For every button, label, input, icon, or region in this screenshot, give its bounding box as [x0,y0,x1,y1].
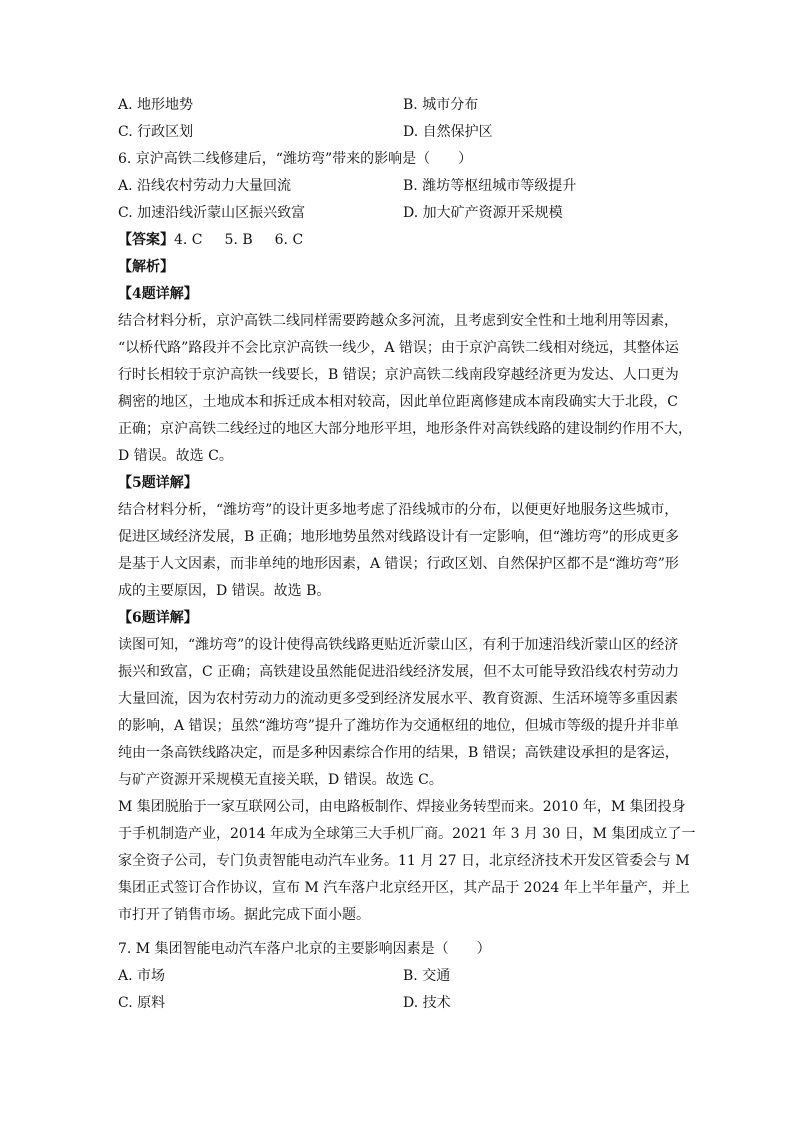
q6-stem: 6. 京沪高铁二线修建后，“潍坊弯”带来的影响是（ ） [118,151,473,167]
material-line: M 集团脱胎于一家互联网公司，由电路板制作、焊接业务转型而来。2010 年，M 集团投身 [118,799,686,815]
material-line: 于手机制造产业，2014 年成为全球第三大手机厂商。2021 年 3 月 30 日，M 集团成立了一 [118,826,696,842]
material-line: 家全资子公司，专门负责智能电动汽车业务。11 月 27 日，北京经济技术开发区管委会与 M [118,853,690,869]
q4-detail-line: 行时长相较于京沪高铁一线要长，B 错误；京沪高铁二线南段穿越经济更为发达、人口更为 [118,367,679,383]
q5-option-c: C. 行政区划 [118,124,194,140]
q4-detail-line: D 错误。故选 C。 [118,448,233,464]
q5-detail-line: 成的主要原因，D 错误。故选 B。 [118,583,331,599]
q4-detail-title: 【4题详解】 [118,286,198,302]
q6-option-c: C. 加速沿线沂蒙山区振兴致富 [118,205,306,221]
answer-5: 5. B [224,232,253,248]
q5-detail-line: 结合材料分析，“潍坊弯”的设计更多地考虑了沿线城市的分布，以便更好地服务这些城市， [118,502,679,518]
q6-option-b: B. 潍坊等枢纽城市等级提升 [403,178,577,194]
q5-detail-line: 是基于人文因素，而非单纯的地形因素，A 错误；行政区划、自然保护区都不是“潍坊弯”形 [118,556,679,572]
q4-detail-line: 结合材料分析，京沪高铁二线同样需要跨越众多河流，且考虑到安全性和土地利用等因素， [118,313,678,329]
q7-stem: 7. M 集团智能电动汽车落户北京的主要影响因素是（ ） [118,941,491,957]
q6-option-a: A. 沿线农村劳动力大量回流 [118,178,292,194]
q7-option-a: A. 市场 [118,968,166,984]
q5-option-d: D. 自然保护区 [403,124,493,140]
material-line: 市打开了销售市场。据此完成下面小题。 [118,907,370,923]
q6-detail-line: 的影响，A 错误；虽然“潍坊弯”提升了潍坊作为交通枢纽的地位，但城市等级的提升并非单 [118,718,679,734]
q4-detail-line: 稠密的地区，土地成本和拆迁成本相对较高，因此单位距离修建成本南段确实大于北段，C [118,394,678,410]
answer-label: 【答案】 [118,232,174,248]
q6-detail-line: 纯由一条高铁线路决定，而是多种因素综合作用的结果，B 错误；高铁建设承担的是客运， [118,745,679,761]
q5-option-b: B. 城市分布 [403,97,479,113]
material-line: 集团正式签订合作协议，宣布 M 汽车落户北京经开区，其产品于 2024 年上半年量产，并上 [118,880,690,896]
analysis-label: 【解析】 [118,259,174,275]
q6-detail-title: 【6题详解】 [118,610,198,626]
q7-option-d: D. 技术 [403,995,451,1011]
q6-detail-line: 大量回流，因为农村劳动力的流动更多受到经济发展水平、教育资源、生活环境等多重因素 [118,691,678,707]
q6-detail-line: 与矿产资源开采规模无直接关联，D 错误。故选 C。 [118,772,443,788]
q6-option-d: D. 加大矿产资源开采规模 [403,205,563,221]
q5-detail-line: 促进区域经济发展，B 正确；地形地势虽然对线路设计有一定影响，但“潍坊弯”的形成更多 [118,529,680,545]
q7-option-b: B. 交通 [403,968,451,984]
q7-option-c: C. 原料 [118,995,166,1011]
answer-4: 4. C [174,232,203,248]
q6-detail-line: 振兴和致富，C 正确；高铁建设虽然能促进沿线经济发展，但不太可能导致沿线农村劳动力 [118,664,680,680]
q4-detail-line: “以桥代路”路段并不会比京沪高铁一线少，A 错误；由于京沪高铁二线相对绕远，其整体运 [118,340,679,356]
q5-option-a: A. 地形地势 [118,97,194,113]
answer-line [118,231,678,249]
q6-detail-line: 读图可知，“潍坊弯”的设计使得高铁线路更贴近沂蒙山区，有利于加速沿线沂蒙山区的经济 [118,637,679,653]
answer-6: 6. C [274,232,304,248]
q4-detail-line: 正确；京沪高铁二线经过的地区大部分地形平坦，地形条件对高铁线路的建设制约作用不大， [118,421,692,437]
q5-detail-title: 【5题详解】 [118,475,198,491]
